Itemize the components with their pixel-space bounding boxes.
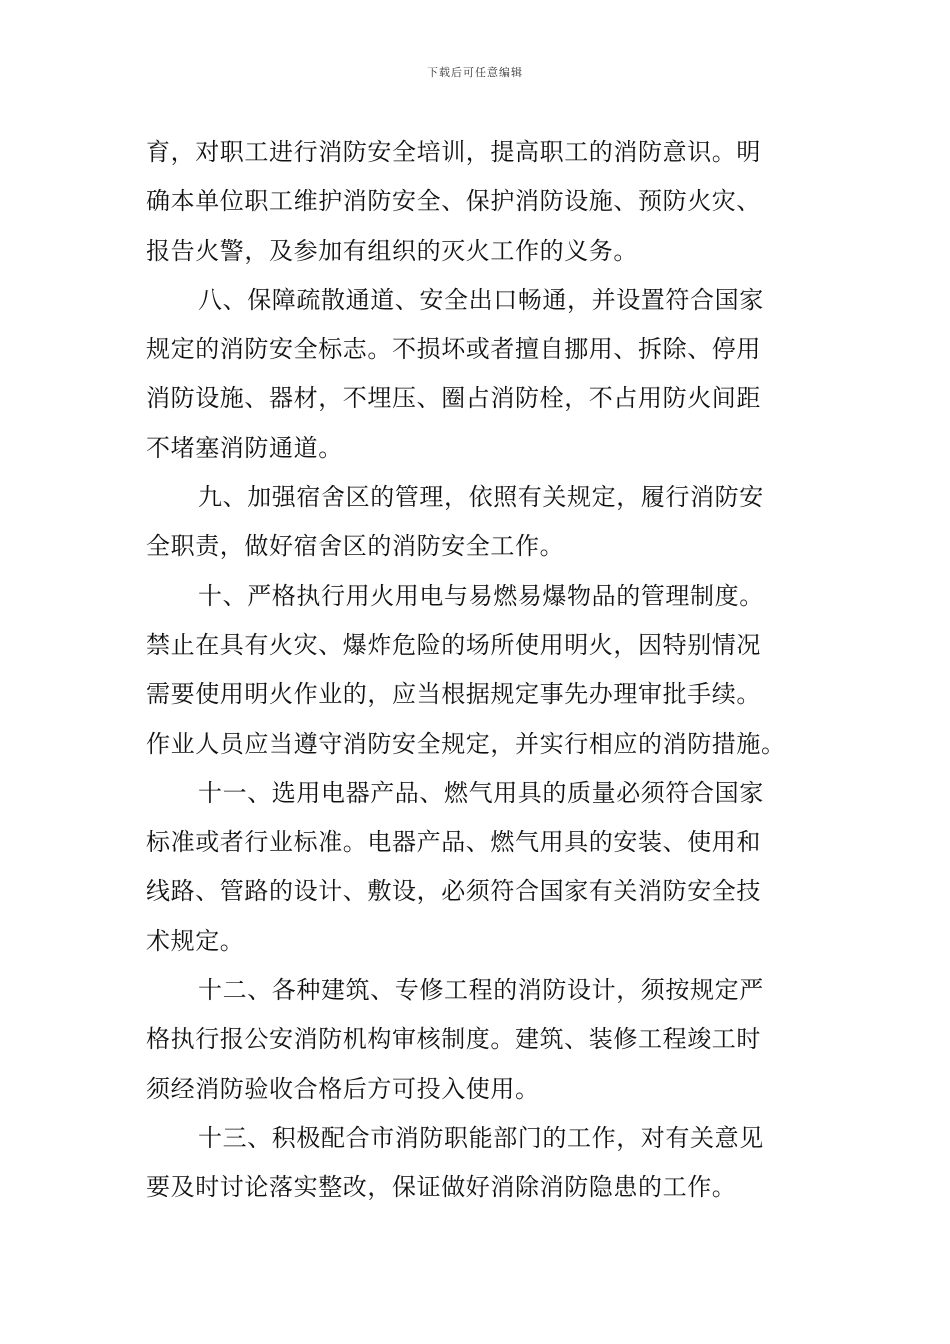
text-line: 禁止在具有火灾、爆炸危险的场所使用明火，因特别情况 <box>146 630 761 659</box>
text-line: 须经消防验收合格后方可投入使用。 <box>146 1074 540 1103</box>
paragraph-9-start: 九、加强宿舍区的管理，依照有关规定，履行消防安 <box>198 483 764 512</box>
text-line: 术规定。 <box>146 926 245 955</box>
text-line: 消防设施、器材，不埋压、圈占消防栓，不占用防火间距 <box>146 384 761 413</box>
text-line: 格执行报公安消防机构审核制度。建筑、装修工程竣工时 <box>146 1025 761 1054</box>
paragraph-13-start: 十三、积极配合市消防职能部门的工作，对有关意见 <box>198 1123 764 1152</box>
text-line: 确本单位职工维护消防安全、保护消防设施、预防火灾、 <box>146 187 761 216</box>
text-line: 报告火警，及参加有组织的灭火工作的义务。 <box>146 236 638 265</box>
text-line: 作业人员应当遵守消防安全规定，并实行相应的消防措施。 <box>146 729 786 758</box>
document-body <box>146 128 808 1213</box>
text-line: 全职责，做好宿舍区的消防安全工作。 <box>146 532 565 561</box>
text-line: 线路、管路的设计、敷设，必须符合国家有关消防安全技 <box>146 877 761 906</box>
paragraph-10-start: 十、严格执行用火用电与易燃易爆物品的管理制度。 <box>198 581 764 610</box>
paragraph-12-start: 十二、各种建筑、专修工程的消防设计，须按规定严 <box>198 976 764 1005</box>
text-line: 标准或者行业标准。电器产品、燃气用具的安装、使用和 <box>146 828 761 857</box>
page-header: 下载后可任意编辑 <box>427 66 523 79</box>
paragraph-11-start: 十一、选用电器产品、燃气用具的质量必须符合国家 <box>198 778 764 807</box>
text-line: 需要使用明火作业的，应当根据规定事先办理审批手续。 <box>146 680 761 709</box>
text-line: 要及时讨论落实整改，保证做好消除消防隐患的工作。 <box>146 1173 737 1202</box>
text-line: 育，对职工进行消防安全培训，提高职工的消防意识。明 <box>146 138 761 166</box>
paragraph-8-start: 八、保障疏散通道、安全出口畅通，并设置符合国家 <box>198 285 764 314</box>
text-line: 不堵塞消防通道。 <box>146 433 343 462</box>
text-line: 规定的消防安全标志。不损坏或者擅自挪用、拆除、停用 <box>146 335 761 364</box>
